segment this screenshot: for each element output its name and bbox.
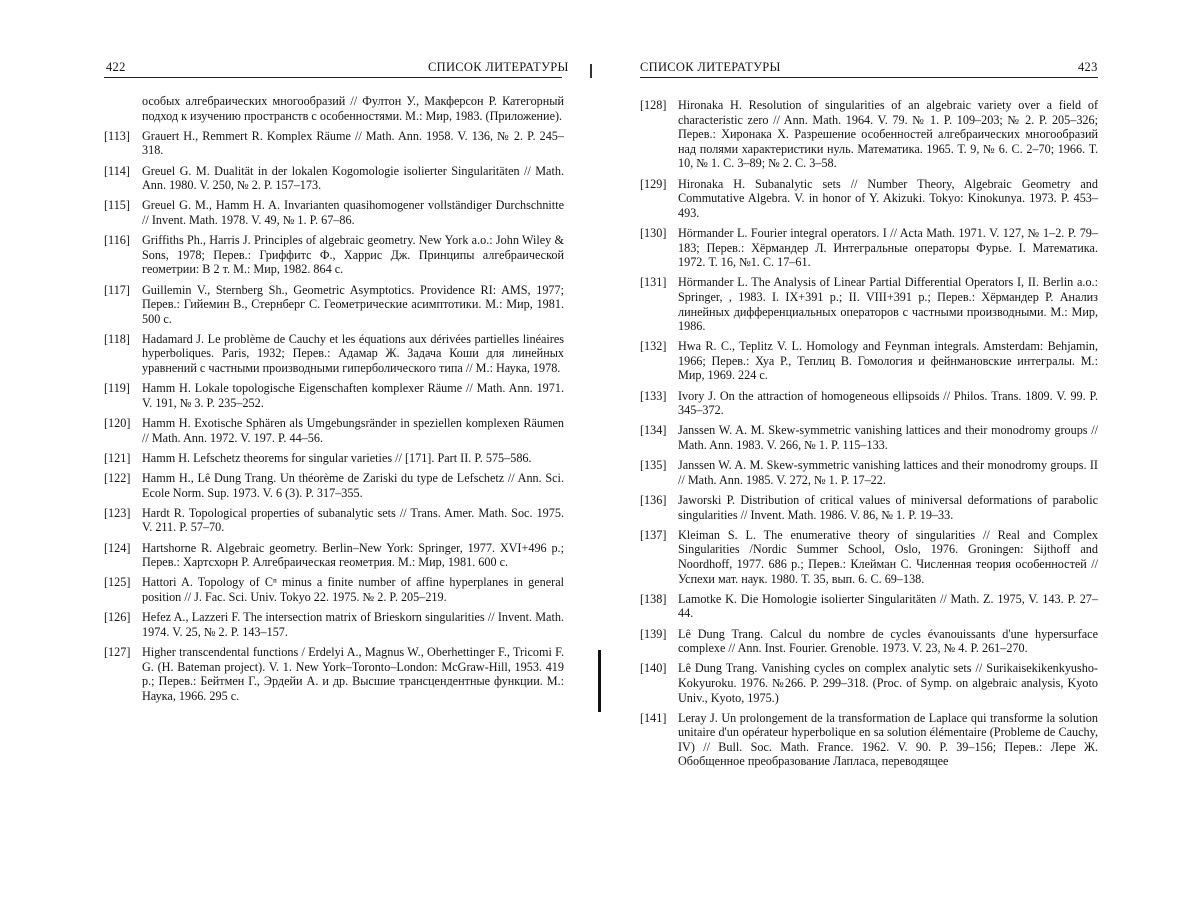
reference-text: Lê Dung Trang. Calcul du nombre de cycles évanouissants d'une hypersurface complexe // Ann. Inst. Fourier. Grenoble. 1973. V. 23, № 4. P. 261–270. (678, 626, 1098, 656)
reference-entry (640, 627, 1098, 656)
reference-text: Greuel G. M. Dualität in der lokalen Kogomologie isolierter Singularitäten // Math. Ann. 1980. V. 250, № 2. P. 157–173. (142, 163, 564, 193)
reference-number: [141] (640, 710, 667, 725)
page-number: 423 (1078, 60, 1098, 74)
bibliography-list (640, 98, 1098, 775)
reference-text: Higher transcendental functions / Erdelyi A., Magnus W., Oberhettinger F., Tricomi F. G. (H. Bateman project). V. 1. New York–Toronto–London: McGraw-Hill, 1953. 419 p.; Перев.: Бейтмен Г., Эрдейи А. и др. Высшие трансцендентные функции. М.: Наука, 1966. 295 с. (142, 644, 564, 703)
reference-text: Hamm H. Lefschetz theorems for singular varieties // [171]. Part II. P. 575–586. (142, 450, 532, 465)
reference-entry (104, 541, 564, 570)
reference-entry (640, 592, 1098, 621)
header-rule (104, 77, 562, 78)
reference-number: [126] (104, 610, 131, 625)
reference-number: [131] (640, 275, 667, 290)
header-rule (640, 77, 1098, 78)
gutter-mark (590, 64, 598, 78)
reference-number: [121] (104, 450, 131, 465)
reference-entry (104, 381, 564, 410)
reference-text: Grauert H., Remmert R. Komplex Räume // Math. Ann. 1958. V. 136, № 2. P. 245–318. (142, 128, 564, 158)
reference-text: Hörmander L. Fourier integral operators. I // Acta Math. 1971. V. 127, № 1–2. P. 79–183; Перев.: Хёрмандер Л. Интегральные операторы Фурье. I. Математика. 1972. Т. 16, №1. С. 17–61. (678, 225, 1098, 270)
reference-text: Hartshorne R. Algebraic geometry. Berlin–New York: Springer, 1977. XVI+496 p.; Перев.: Хартсхорн Р. Алгебраическая геометрия. М.: Мир, 1981. 600 с. (142, 540, 564, 570)
reference-entry (104, 198, 564, 227)
reference-entry (640, 226, 1098, 270)
reference-entry (640, 339, 1098, 383)
reference-number: [137] (640, 527, 667, 542)
reference-entry (640, 423, 1098, 452)
reference-text: Kleiman S. L. The enumerative theory of singularities // Real and Complex Singularities /Nordic Summer School, Oslo, 1976. Groningen: Sijthoff and Noordhoff, 1977. 686 p.; Перев.: Клейман С. Численная теория особенностей // Успехи мат. наук. 1980. Т. 35, вып. 6. С. 69–138. (678, 527, 1098, 586)
reference-text: Hamm H. Lokale topologische Eigenschaften komplexer Räume // Math. Ann. 1971. V. 191, № 3. P. 235–252. (142, 381, 564, 410)
reference-number: [117] (104, 282, 130, 297)
reference-text: Hironaka H. Resolution of singularities of an algebraic variety over a field of characteristic zero // Ann. Math. 1964. V. 79. № 1. P. 109–203; № 2. P. 205–326; Перев.: Хиронака Х. Разрешение особенностей алгебраических многообразий над полями характеристики нуль. Математика. 1965. Т. 9, № 6. С. 2–70; 1966. Т. 10, № 1. С. 3–89; № 2. С. 3–58. (678, 98, 1098, 171)
reference-entry (640, 493, 1098, 522)
reference-number: [132] (640, 339, 667, 354)
reference-number: [140] (640, 661, 667, 676)
reference-entry (640, 389, 1098, 418)
reference-number: [113] (104, 128, 130, 143)
reference-entry (104, 575, 564, 604)
reference-number: [125] (104, 575, 131, 590)
reference-entry (104, 283, 564, 327)
right-page (600, 0, 1200, 900)
reference-text: Hironaka H. Subanalytic sets // Number Theory, Algebraic Geometry and Commutative Algebra. V. in honor of Y. Akizuki. Tokyo: Kinokunya. 1973. P. 453–493. (678, 176, 1098, 220)
reference-text: Hefez A., Lazzeri F. The intersection matrix of Brieskorn singularities // Invent. Math. 1974. V. 25, № 2. P. 143–157. (142, 610, 564, 639)
reference-entry (104, 645, 564, 703)
reference-number: [134] (640, 423, 667, 438)
reference-entry (640, 98, 1098, 171)
reference-number: [115] (104, 198, 130, 213)
bibliography-list (104, 94, 564, 709)
reference-text: Hörmander L. The Analysis of Linear Partial Differential Operators I, II. Berlin a.o.: Springer, , 1983. I. IX+391 p.; II. VIII+391 p.; Перев.: Хёрмандер Р. Анализ линейных дифференциальных операторов с частными производными. М.: Мир, 1986. (678, 275, 1098, 334)
scan-mark (598, 650, 601, 712)
reference-entry (640, 528, 1098, 586)
reference-entry (640, 458, 1098, 487)
reference-text: Hattori A. Topology of Cⁿ minus a finite number of affine hyperplanes in general position // J. Fac. Sci. Univ. Tokyo 22. 1975. № 2. P. 205–219. (142, 575, 564, 604)
reference-text: Guillemin V., Sternberg Sh., Geometric Asymptotics. Providence RI: AMS, 1977; Перев.: Гийемин В., Стернберг С. Геометрические асимптотики. М.: Мир, 1981. 500 с. (142, 282, 564, 326)
running-title: СПИСОК ЛИТЕРАТУРЫ (428, 60, 569, 74)
reference-entry (104, 471, 564, 500)
reference-text: Leray J. Un prolongement de la transformation de Laplace qui transforme la solution unitaire d'un opérateur hyperbolique en sa solution élémentaire (Probleme de Cauchy, IV) // Bull. Soc. Math. France. 1962. V. 90. P. 39–156; Перев.: Лере Ж. Обобщенное преобразование Лапласа, переводящее (678, 710, 1098, 769)
reference-number: [122] (104, 471, 131, 485)
reference-number: [124] (104, 540, 131, 555)
reference-number: [123] (104, 505, 131, 520)
reference-number: [130] (640, 225, 667, 240)
reference-text: Ivory J. On the attraction of homogeneous ellipsoids // Philos. Trans. 1809. V. 99. P. 345–372. (678, 388, 1098, 418)
reference-number: [128] (640, 98, 667, 112)
reference-text: Hamm H. Exotische Sphären als Umgebungsränder in speziellen komplexen Räumen // Math. Ann. 1972. V. 197. P. 44–56. (142, 416, 564, 445)
reference-entry (104, 233, 564, 277)
reference-number: [139] (640, 626, 667, 641)
reference-text: Lê Dung Trang. Vanishing cycles on complex analytic sets // Surikaisekikenkyusho-Kokyuroku. 1976. №266. P. 299–318. (Proc. of Symp. on algebraic analysis, Kyoto Univ., Kyoto, 1975.) (678, 661, 1098, 705)
reference-text: Lamotke K. Die Homologie isolierter Singularitäten // Math. Z. 1975, V. 143. P. 27–44. (678, 591, 1098, 621)
reference-number: [116] (104, 233, 130, 248)
reference-entry (104, 164, 564, 193)
reference-number: [127] (104, 644, 131, 659)
reference-text: Janssen W. A. M. Skew-symmetric vanishing lattices and their monodromy groups // Math. Ann. 1983. V. 266, № 1. P. 115–133. (678, 423, 1098, 453)
reference-number: [138] (640, 591, 667, 606)
reference-entry (104, 332, 564, 376)
reference-text: Griffiths Ph., Harris J. Principles of algebraic geometry. New York a.o.: John Wiley & Sons, 1978; Перев.: Гриффитс Ф., Харрис Дж. Принципы алгебраической геометрии: В 2 т. М.: Мир, 1982. 864 с. (142, 233, 564, 277)
reference-number: [133] (640, 388, 667, 403)
reference-text: Hardt R. Topological properties of subanalytic sets // Trans. Amer. Math. Soc. 1975. V. 211. P. 57–70. (142, 505, 564, 535)
reference-number: [135] (640, 458, 667, 473)
reference-entry (640, 661, 1098, 705)
page-number: 422 (106, 60, 126, 74)
reference-number: [136] (640, 493, 667, 507)
reference-text: Hadamard J. Le problème de Cauchy et les équations aux dérivées partielles linéaires hyperboliques. Paris, 1932; Перев.: Адамар Ж. Задача Коши для линейных уравнений с частными производными гиперболического типа // М.: Наука, 1978. (142, 331, 564, 376)
reference-entry (640, 711, 1098, 769)
reference-entry (104, 610, 564, 639)
reference-entry (104, 416, 564, 445)
reference-number: [129] (640, 176, 667, 191)
running-title: СПИСОК ЛИТЕРАТУРЫ (640, 60, 781, 74)
reference-entry (104, 451, 564, 466)
reference-number: [120] (104, 416, 131, 431)
reference-entry (640, 177, 1098, 221)
reference-entry (104, 129, 564, 158)
reference-number: [118] (104, 331, 130, 346)
reference-number: [114] (104, 163, 130, 178)
reference-entry (104, 506, 564, 535)
reference-text: Greuel G. M., Hamm H. A. Invarianten quasihomogener vollständiger Durchschnitte // Invent. Math. 1978. V. 49, № 1. P. 67–86. (142, 198, 564, 227)
reference-text: Jaworski P. Distribution of critical values of miniversal deformations of parabolic singularities // Invent. Math. 1986. V. 86, № 1. P. 19–33. (678, 493, 1098, 522)
reference-text: Hamm H., Lê Dung Trang. Un théorème de Zariski du type de Lefschetz // Ann. Sci. Ecole Norm. Sup. 1973. V. 6 (3). P. 317–355. (142, 471, 564, 500)
continued-entry: особых алгебраических многообразий // Фултон У., Макферсон Р. Категорный подход к изучению пространств с особенностями. М.: Мир, 1983. (Приложение). (142, 94, 564, 123)
reference-number: [119] (104, 381, 130, 396)
reference-text: Hwa R. C., Teplitz V. L. Homology and Feynman integrals. Amsterdam: Behjamin, 1966; Перев.: Хуа Р., Теплиц В. Гомология и фейнмановские интегралы. М.: Мир, 1969. 224 с. (678, 339, 1098, 383)
reference-entry (640, 275, 1098, 333)
reference-text: Janssen W. A. M. Skew-symmetric vanishing lattices and their monodromy groups. II // Math. Ann. 1985. V. 272, № 1. P. 17–22. (678, 458, 1098, 487)
